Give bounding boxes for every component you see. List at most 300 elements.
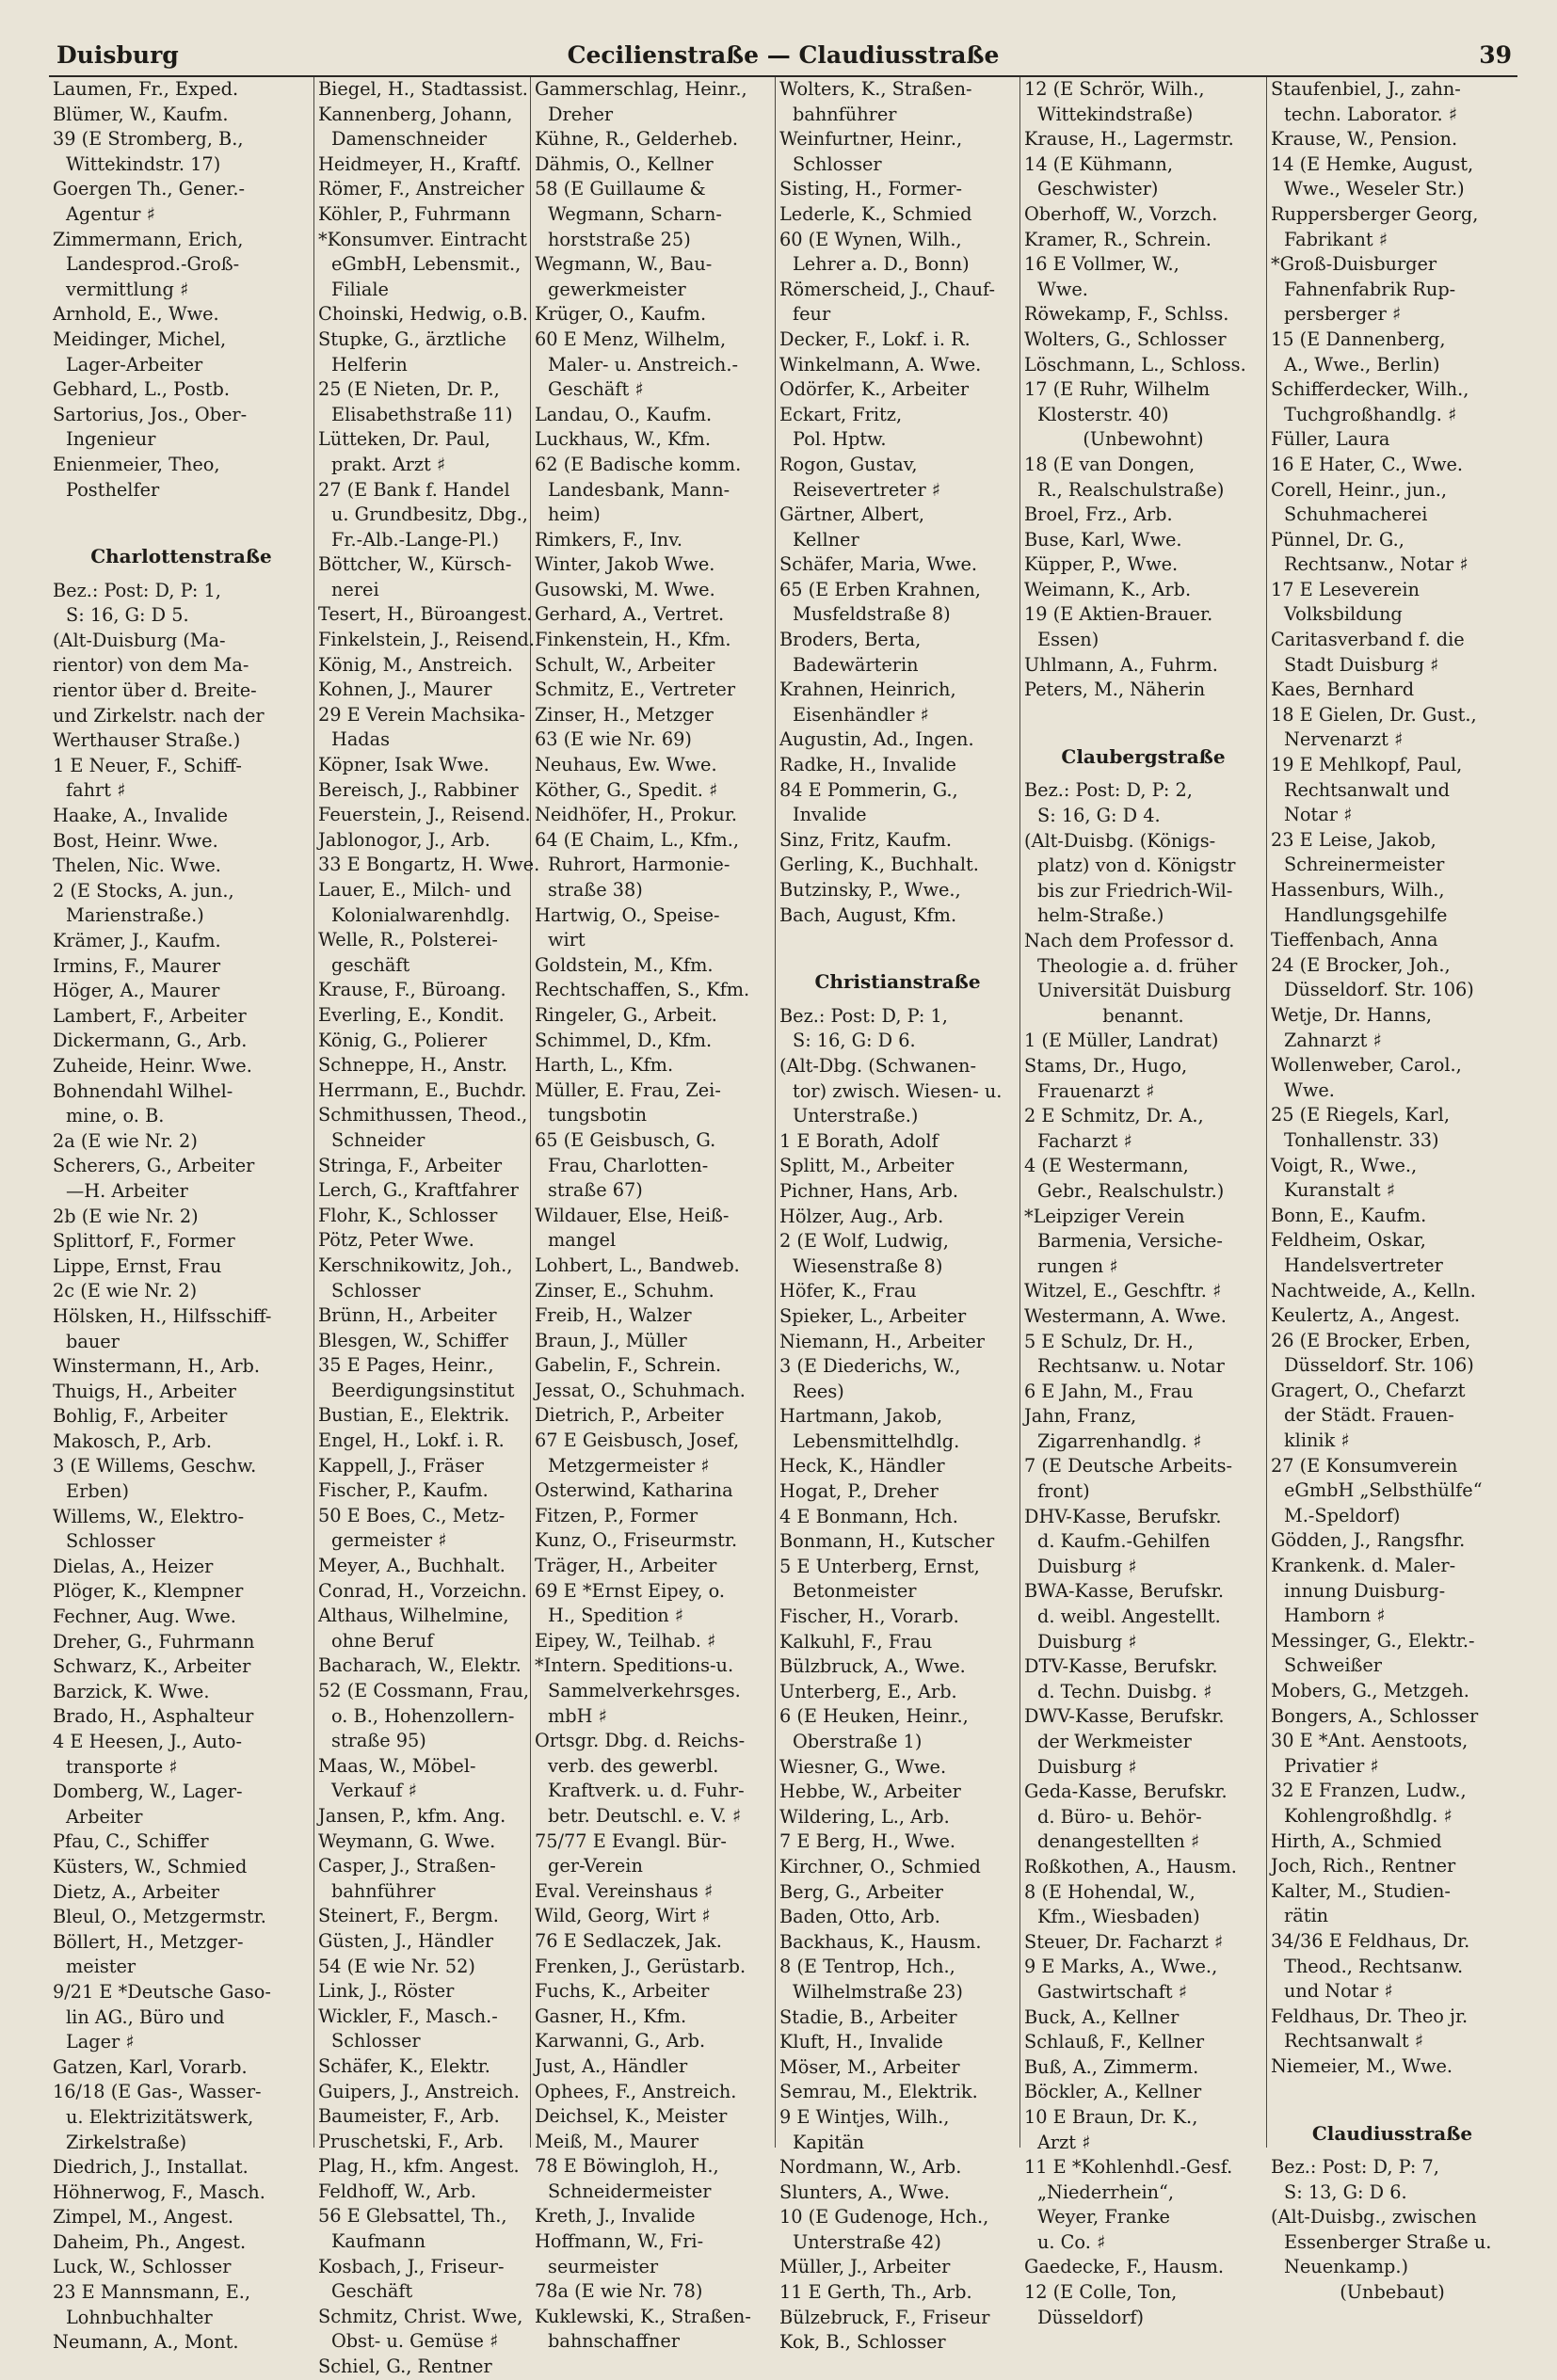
directory-entry: rientor über d. Breite-: [53, 679, 257, 702]
column-4: [776, 77, 1020, 2354]
directory-entry: Bach, August, Kfm.: [779, 903, 957, 926]
directory-entry: Frauenarzt ♯: [1037, 1079, 1155, 1102]
directory-entry: Hirth, A., Schmied: [1271, 1829, 1442, 1852]
directory-entry: Unterstraße 42): [793, 2230, 941, 2253]
directory-entry: mbH ♯: [548, 1704, 607, 1727]
directory-entry: Bost, Heinr. Wwe.: [53, 829, 218, 852]
spacer: [779, 928, 1016, 952]
directory-entry: DWV-Kasse, Berufskr.: [1024, 1705, 1225, 1728]
directory-entry: tor) zwisch. Wiesen- u.: [793, 1079, 1003, 1102]
street-heading: Christianstraße: [814, 970, 981, 994]
directory-entry: Klosterstr. 40): [1037, 403, 1169, 425]
directory-entry: Rechtsanwalt und: [1284, 778, 1450, 801]
directory-entry: Thelen, Nic. Wwe.: [53, 855, 221, 877]
directory-entry: Radke, H., Invalide: [779, 754, 956, 776]
directory-entry: Rechtsanwalt ♯: [1284, 2030, 1424, 2053]
directory-entry: Musfeldstraße 8): [793, 603, 951, 626]
directory-entry: König, G., Polierer: [318, 1029, 488, 1051]
directory-entry: Unterstraße.): [793, 1105, 919, 1127]
directory-entry: Beerdigungsinstitut: [331, 1379, 515, 1401]
directory-entry: Köpner, Isak Wwe.: [318, 754, 490, 776]
directory-entry: 2c (E wie Nr. 2): [53, 1280, 198, 1302]
directory-entry: Stadt Duisburg ♯: [1284, 653, 1439, 676]
directory-entry: Möser, M., Arbeiter: [779, 2055, 960, 2078]
directory-entry: mine, o. B.: [66, 1105, 165, 1127]
directory-entry: Splittorf, F., Former: [53, 1230, 235, 1253]
directory-entry: Caritasverband f. die: [1271, 629, 1465, 651]
directory-entry: (Unbebaut): [1340, 2281, 1445, 2304]
directory-entry: Geda-Kasse, Berufskr.: [1024, 1781, 1228, 1803]
directory-entry: Dähmis, O., Kellner: [535, 152, 714, 175]
directory-entry: Schlosser: [793, 152, 882, 175]
directory-entry: H., Spedition ♯: [548, 1605, 684, 1627]
directory-entry: Meyer, A., Buchhalt.: [318, 1555, 506, 1577]
directory-entry: Kannenberg, Johann,: [318, 103, 513, 125]
directory-entry: Dickermann, G., Arb.: [53, 1030, 248, 1052]
directory-entry: Schuhmacherei: [1284, 503, 1428, 526]
directory-entry: Just, A., Händler: [535, 2054, 688, 2077]
directory-entry: Krüger, O., Kaufm.: [535, 303, 707, 326]
directory-entry: Bez.: Post: D, P: 1,: [779, 1004, 948, 1027]
directory-entry: Bohnendahl Wilhel-: [53, 1079, 233, 1102]
directory-entry: Eckart, Fritz,: [779, 403, 903, 425]
directory-entry: Schäfer, K., Elektr.: [318, 2054, 490, 2077]
directory-entry: 76 E Sedlaczek, Jak.: [535, 1929, 722, 1952]
directory-entry: Semrau, M., Elektrik.: [779, 2081, 978, 2103]
directory-entry: benannt.: [1102, 1004, 1184, 1027]
directory-entry: Kuranstalt ♯: [1284, 1179, 1396, 1202]
directory-entry: Güsten, J., Händler: [318, 1929, 494, 1952]
directory-entry: bauer: [66, 1330, 120, 1352]
directory-entry: heim): [548, 503, 601, 526]
directory-entry: Küpper, P., Wwe.: [1024, 553, 1179, 576]
directory-entry: 54 (E wie Nr. 52): [318, 1955, 475, 1977]
directory-entry: Verkauf ♯: [331, 1780, 417, 1802]
directory-entry: 34/36 E Feldhaus, Dr.: [1271, 1929, 1470, 1952]
directory-entry: 2 (E Stocks, A. jun.,: [53, 879, 234, 902]
directory-entry: Landau, O., Kaufm.: [535, 403, 713, 425]
street-heading: Charlottenstraße: [90, 545, 272, 568]
directory-entry: Schneppe, H., Anstr.: [318, 1054, 508, 1077]
directory-entry: Krämer, J., Kaufm.: [53, 930, 221, 951]
directory-entry: Filiale: [331, 278, 389, 300]
directory-entry: Lohbert, L., Bandweb.: [535, 1254, 740, 1276]
directory-entry: Kohnen, J., Maurer: [318, 679, 492, 701]
directory-entry: Geschäft: [331, 2280, 413, 2303]
directory-entry: Rechtschaffen, S., Kfm.: [535, 979, 750, 1001]
directory-entry: Peters, M., Näherin: [1024, 679, 1206, 701]
directory-entry: Makosch, P., Arb.: [53, 1430, 212, 1452]
directory-entry: 69 E *Ernst Eipey, o.: [535, 1579, 725, 1602]
directory-entry: DTV-Kasse, Berufskr.: [1024, 1655, 1218, 1678]
directory-entry: Meidinger, Michel,: [53, 327, 227, 350]
directory-entry: Kapitän: [793, 2131, 865, 2153]
directory-entry: platz) von d. Königstr: [1037, 855, 1236, 877]
directory-entry: 12 (E Colle, Ton,: [1024, 2281, 1178, 2304]
directory-entry: Kühne, R., Gelderheb.: [535, 128, 739, 151]
directory-entry: 56 E Glebsattel, Th.,: [318, 2205, 507, 2228]
directory-entry: Hamborn ♯: [1284, 1605, 1386, 1627]
directory-entry: Zimpel, M., Angest.: [53, 2206, 234, 2228]
directory-entry: Schlauß, F., Kellner: [1024, 2031, 1205, 2053]
directory-entry: Löschmann, L., Schloss.: [1024, 353, 1246, 375]
directory-entry: Frenken, J., Gerüstarb.: [535, 1955, 746, 1977]
directory-entry: Fitzen, P., Former: [535, 1504, 698, 1526]
directory-entry: Duisburg ♯: [1037, 1630, 1137, 1653]
directory-entry: Braun, J., Müller: [535, 1329, 687, 1351]
directory-entry: Stringa, F., Arbeiter: [318, 1154, 503, 1176]
directory-entry: Lütteken, Dr. Paul,: [318, 428, 491, 451]
directory-entry: Deichsel, K., Meister: [535, 2105, 728, 2128]
directory-entry: 4 (E Westermann,: [1024, 1155, 1189, 1177]
directory-entry: Ruppersberger Georg,: [1271, 202, 1479, 225]
directory-entry: Agentur ♯: [66, 202, 155, 225]
directory-entry: straße 67): [548, 1179, 643, 1202]
directory-entry: 32 E Franzen, Ludw.,: [1271, 1780, 1467, 1802]
directory-entry: Weyer, Franke: [1037, 2206, 1170, 2228]
directory-entry: M.-Speldorf): [1284, 1504, 1401, 1526]
directory-entry: Bonmann, H., Kutscher: [779, 1530, 995, 1553]
directory-entry: klinik ♯: [1284, 1430, 1350, 1452]
directory-entry: Geschwister): [1037, 178, 1159, 200]
directory-entry: 7 (E Deutsche Arbeits-: [1024, 1455, 1233, 1478]
directory-entry: Pötz, Peter Wwe.: [318, 1229, 474, 1252]
directory-entry: Rogon, Gustav,: [779, 453, 918, 475]
directory-entry: Invalide: [793, 804, 867, 826]
directory-entry: Uhlmann, A., Fuhrm.: [1024, 653, 1218, 676]
directory-entry: verb. des gewerbl.: [548, 1754, 719, 1777]
directory-entry: Oberhoff, W., Vorzch.: [1024, 202, 1218, 225]
directory-entry: Theologie a. d. früher: [1037, 954, 1238, 977]
directory-entry: Niemann, H., Arbeiter: [779, 1330, 985, 1352]
directory-entry: Gabelin, F., Schrein.: [535, 1354, 722, 1377]
directory-entry: Wwe., Weseler Str.): [1284, 178, 1465, 200]
directory-entry: Wickler, F., Masch.-: [318, 2005, 498, 2027]
directory-entry: Ringeler, G., Arbeit.: [535, 1003, 717, 1026]
directory-entry: Küsters, W., Schmied: [53, 1855, 248, 1877]
directory-entry: Ophees, F., Anstreich.: [535, 2080, 737, 2102]
directory-entry: Pünnel, Dr. G.,: [1271, 528, 1405, 551]
directory-entry: Kirchner, O., Schmied: [779, 1855, 981, 1877]
directory-entry: 65 (E Geisbusch, G.: [535, 1128, 716, 1151]
directory-entry: Bongers, A., Schlosser: [1271, 1704, 1479, 1727]
directory-entry: Düsseldorf): [1037, 2306, 1145, 2328]
directory-entry: persberger ♯: [1284, 303, 1402, 326]
directory-entry: Kuklewski, K., Straßen-: [535, 2305, 751, 2327]
directory-entry: Flohr, K., Schlosser: [318, 1204, 498, 1226]
directory-entry: Neuhaus, Ew. Wwe.: [535, 754, 717, 776]
directory-entry: 10 (E Gudenoge, Hch.,: [779, 2206, 989, 2228]
directory-entry: Irmins, F., Maurer: [53, 954, 221, 977]
directory-entry: 4 E Bonmann, Hch.: [779, 1505, 958, 1527]
directory-entry: betr. Deutschl. e. V. ♯: [548, 1804, 742, 1827]
column-1: [49, 77, 314, 2354]
directory-entry: Niemeier, M., Wwe.: [1271, 2054, 1453, 2077]
directory-entry: Bohlig, F., Arbeiter: [53, 1405, 228, 1428]
directory-entry: Bereisch, J., Rabbiner: [318, 778, 519, 801]
directory-entry: tungsbotin: [548, 1104, 648, 1126]
directory-entry: Ortsgr. Dbg. d. Reichs-: [535, 1730, 746, 1752]
directory-entry: Stadie, B., Arbeiter: [779, 2005, 957, 2028]
directory-entry: germeister ♯: [331, 1529, 447, 1552]
directory-entry: Nachtweide, A., Kelln.: [1271, 1279, 1476, 1302]
directory-entry: Sartorius, Jos., Ober-: [53, 403, 248, 425]
directory-entry: 9/21 E *Deutsche Gaso-: [53, 1980, 271, 2003]
directory-entry: mangel: [548, 1229, 617, 1252]
directory-entry: u. Elektrizitätswerk,: [66, 2105, 254, 2128]
directory-entry: Finkelstein, J., Reisend.: [318, 629, 536, 651]
directory-entry: Schlosser: [66, 1530, 155, 1553]
directory-entry: Bonn, E., Kaufm.: [1271, 1204, 1427, 1226]
directory-entry: 75/77 E Evangl. Bür-: [535, 1829, 727, 1852]
spacer: [1024, 703, 1262, 727]
directory-entry: Winstermann, H., Arb.: [53, 1355, 261, 1378]
directory-entry: Stupke, G., ärztliche: [318, 327, 506, 350]
directory-entry: 52 (E Cossmann, Frau,: [318, 1680, 530, 1701]
directory-entry: Träger, H., Arbeiter: [535, 1555, 717, 1577]
directory-entry: Römerscheid, J., Chauf-: [779, 278, 995, 300]
page-header: [49, 36, 1517, 77]
directory-entry: Mobers, G., Metzgeh.: [1271, 1680, 1469, 1701]
directory-entry: Engel, H., Lokf. i. R.: [318, 1430, 505, 1452]
directory-entry: Hoffmann, W., Fri-: [535, 2230, 704, 2253]
directory-entry: seurmeister: [548, 2255, 659, 2277]
directory-entry: Goldstein, M., Kfm.: [535, 953, 714, 976]
directory-entry: Weinfurtner, Heinr.,: [779, 128, 963, 151]
directory-entry: 3 (E Diederichs, W.,: [779, 1355, 961, 1378]
directory-entry: Tesert, H., Büroangest.: [318, 603, 533, 626]
directory-entry: und Notar ♯: [1284, 1980, 1393, 2003]
directory-entry: d. Kaufm.-Gehilfen: [1037, 1530, 1211, 1553]
directory-entry: Römer, F., Anstreicher: [318, 178, 524, 200]
directory-entry: 60 (E Wynen, Wilh.,: [779, 228, 962, 250]
directory-entry: Osterwind, Katharina: [535, 1479, 733, 1502]
directory-entry: eGmbH „Selbsthülfe“: [1284, 1479, 1483, 1502]
directory-entry: 62 (E Badische komm.: [535, 453, 742, 475]
directory-entry: Badewärterin: [793, 653, 919, 676]
directory-entry: Diedrich, J., Installat.: [53, 2156, 249, 2179]
directory-entry: 23 E Leise, Jakob,: [1271, 828, 1437, 851]
directory-entry: 9 E Wintjes, Wilh.,: [779, 2105, 950, 2128]
header-city: Duisburg: [56, 41, 179, 69]
directory-entry: Schneider: [331, 1128, 425, 1151]
directory-entry: S: 16, G: D 4.: [1037, 805, 1161, 827]
directory-entry: Fechner, Aug. Wwe.: [53, 1605, 236, 1628]
directory-entry: Enienmeier, Theo,: [53, 453, 220, 475]
directory-entry: Heck, K., Händler: [779, 1455, 945, 1478]
directory-entry: A., Wwe., Berlin): [1284, 353, 1440, 375]
directory-entry: Barmenia, Versiche-: [1037, 1230, 1223, 1253]
directory-entry: Gebr., Realschulstr.): [1037, 1179, 1225, 1202]
directory-entry: S: 16, G: D 6.: [793, 1030, 916, 1052]
directory-entry: Kalter, M., Studien-: [1271, 1879, 1451, 1902]
directory-entry: Everling, E., Kondit.: [318, 1003, 505, 1026]
directory-entry: 11 E Gerth, Th., Arb.: [779, 2281, 972, 2304]
directory-entry: Kappell, J., Fräser: [318, 1454, 484, 1477]
directory-entry: Wolters, G., Schlosser: [1024, 327, 1227, 350]
directory-entry: Essen): [1037, 629, 1100, 651]
directory-entry: Althaus, Wilhelmine,: [318, 1605, 509, 1627]
directory-entry: Blesgen, W., Schiffer: [318, 1329, 508, 1351]
directory-entry: bahnschaffner: [548, 2330, 681, 2353]
directory-entry: und Zirkelstr. nach der: [53, 704, 265, 727]
directory-entry: Feldhaus, Dr. Theo jr.: [1271, 2005, 1469, 2027]
directory-entry: 58 (E Guillaume &: [535, 178, 706, 200]
directory-entry: Schmithussen, Theod.,: [318, 1104, 528, 1126]
directory-entry: Tonhallenstr. 33): [1284, 1128, 1439, 1151]
directory-entry: Landesbank, Mann-: [548, 478, 730, 501]
directory-entry: Oberstraße 1): [793, 1731, 923, 1752]
directory-entry: Domberg, W., Lager-: [53, 1781, 243, 1803]
directory-entry: 65 (E Erben Krahnen,: [779, 578, 981, 600]
directory-entry: Duisburg ♯: [1037, 1755, 1137, 1778]
directory-entry: feur: [793, 303, 831, 326]
directory-entry: Universität Duisburg: [1037, 980, 1231, 1002]
directory-entry: bis zur Friedrich-Wil-: [1037, 879, 1233, 902]
directory-entry: Gasner, H., Kfm.: [535, 2005, 687, 2027]
directory-entry: der Städt. Frauen-: [1284, 1404, 1454, 1427]
directory-entry: Schlosser: [331, 2030, 421, 2053]
directory-entry: Müller, E. Frau, Zei-: [535, 1078, 721, 1101]
directory-entry: Tuchgroßhandlg. ♯: [1284, 403, 1457, 425]
directory-entry: Wegmann, W., Bau-: [535, 253, 713, 276]
directory-entry: Schmitz, Christ. Wwe,: [318, 2305, 523, 2327]
directory-entry: Staufenbiel, J., zahn-: [1271, 78, 1461, 100]
directory-entry: Link, J., Röster: [318, 1980, 455, 2003]
directory-entry: Bülzbruck, A., Wwe.: [779, 1655, 966, 1678]
directory-entry: Neumann, A., Mont.: [53, 2331, 239, 2354]
directory-entry: 18 (E van Dongen,: [1024, 453, 1196, 475]
directory-entry: Lohnbuchhalter: [66, 2306, 213, 2328]
directory-entry: Wild, Georg, Wirt ♯: [535, 1905, 711, 1927]
directory-entry: ger-Verein: [548, 1855, 643, 1877]
directory-entry: Unterberg, E., Arb.: [779, 1680, 957, 1702]
directory-entry: Eisenhändler ♯: [793, 703, 929, 726]
directory-entry: Blümer, W., Kaufm.: [53, 103, 229, 125]
directory-entry: Lauer, E., Milch- und: [318, 879, 512, 901]
directory-entry: Schreinermeister: [1284, 854, 1445, 876]
directory-entry: horststraße 25): [548, 228, 691, 250]
directory-entry: Kok, B., Schlosser: [779, 2331, 946, 2354]
directory-entry: Plag, H., kfm. Angest.: [318, 2155, 520, 2178]
directory-entry: 19 (E Aktien-Brauer.: [1024, 603, 1213, 626]
directory-entry: Broders, Berta,: [779, 629, 922, 651]
directory-entry: Wittekindstr. 17): [66, 152, 221, 175]
directory-entry: Lager-Arbeiter: [66, 353, 203, 375]
directory-entry: Lerch, G., Kraftfahrer: [318, 1179, 519, 1202]
directory-entry: denangestellten ♯: [1037, 1830, 1200, 1853]
directory-entry: 14 (E Kühmann,: [1024, 152, 1173, 175]
directory-entry: Broel, Frz., Arb.: [1024, 503, 1173, 526]
directory-entry: Jessat, O., Schuhmach.: [535, 1379, 746, 1401]
directory-entry: Rees): [793, 1380, 844, 1402]
directory-entry: d. weibl. Angestellt.: [1037, 1605, 1221, 1628]
directory-entry: Schimmel, D., Kfm.: [535, 1029, 713, 1051]
directory-entry: Arzt ♯: [1037, 2131, 1091, 2153]
directory-entry: Fuchs, K., Arbeiter: [535, 1980, 710, 2003]
directory-entry: Gastwirtschaft ♯: [1037, 1980, 1188, 2003]
page-number: 39: [1479, 41, 1512, 69]
directory-entry: 3 (E Willems, Geschw.: [53, 1455, 257, 1478]
directory-entry: Reisevertreter ♯: [793, 478, 941, 501]
directory-entry: Biegel, H., Stadtassist.: [318, 78, 528, 100]
directory-entry: Köther, G., Spedit. ♯: [535, 778, 718, 801]
directory-entry: Fr.-Alb.-Lange-Pl.): [331, 528, 499, 551]
directory-entry: Frau, Charlotten-: [548, 1154, 709, 1176]
directory-entry: Wetje, Dr. Hanns,: [1271, 1003, 1433, 1026]
directory-entry: 64 (E Chaim, L., Kfm.,: [535, 828, 740, 851]
directory-entry: Füller, Laura: [1271, 428, 1390, 451]
directory-entry: Butzinsky, P., Wwe.,: [779, 879, 961, 901]
directory-entry: Krause, F., Büroang.: [318, 979, 506, 1001]
column-2: [314, 77, 540, 2378]
directory-entry: transporte ♯: [66, 1755, 178, 1778]
directory-entry: Schäfer, Maria, Wwe.: [779, 553, 978, 576]
directory-entry: gewerkmeister: [548, 278, 686, 300]
directory-entry: Goergen Th., Gener.-: [53, 178, 245, 200]
directory-entry: Odörfer, K., Arbeiter: [779, 378, 970, 401]
directory-entry: König, M., Anstreich.: [318, 653, 513, 676]
directory-entry: 6 (E Heuken, Heinr.,: [779, 1705, 969, 1728]
directory-entry: Slunters, A., Wwe.: [779, 2180, 950, 2203]
directory-entry: Dreher: [548, 103, 614, 125]
directory-entry: Nach dem Professor d.: [1024, 930, 1235, 951]
directory-entry: (Alt-Duisbg. (Königs-: [1024, 829, 1216, 852]
directory-entry: 18 E Gielen, Dr. Gust.,: [1271, 703, 1477, 726]
directory-entry: 17 E Leseverein: [1271, 578, 1420, 600]
directory-entry: 4 E Heesen, J., Auto-: [53, 1731, 243, 1752]
directory-entry: Helferin: [331, 353, 408, 375]
directory-entry: Rimkers, F., Inv.: [535, 528, 682, 551]
directory-entry: 11 E *Kohlenhdl.-Gesf.: [1024, 2156, 1233, 2179]
directory-entry: Zahnarzt ♯: [1284, 1029, 1382, 1051]
directory-entry: Augustin, Ad., Ingen.: [779, 728, 974, 751]
directory-entry: 30 E *Ant. Aenstoots,: [1271, 1730, 1469, 1752]
directory-entry: Wittekindstraße): [1037, 103, 1194, 125]
directory-entry: Düsseldorf. Str. 106): [1284, 979, 1474, 1001]
directory-entry: Marienstraße.): [66, 904, 204, 927]
directory-entry: 6 E Jahn, M., Frau: [1024, 1380, 1194, 1402]
directory-entry: 27 (E Bank f. Handel: [318, 478, 510, 501]
directory-entry: Jahn, Franz,: [1024, 1405, 1137, 1428]
directory-entry: techn. Laborator. ♯: [1284, 103, 1458, 125]
directory-entry: 27 (E Konsumverein: [1271, 1454, 1458, 1477]
directory-entry: Böttcher, W., Kürsch-: [318, 553, 512, 576]
directory-entry: Notar ♯: [1284, 804, 1353, 826]
directory-entry: Baumeister, F., Arb.: [318, 2105, 500, 2128]
directory-entry: Sinz, Fritz, Kaufm.: [779, 828, 953, 851]
directory-entry: Hadas: [331, 728, 391, 751]
directory-entry: Handlungsgehilfe: [1284, 903, 1448, 926]
directory-entry: Volksbildung: [1284, 603, 1403, 626]
directory-entry: Schiel, G., Rentner: [318, 2356, 492, 2378]
directory-entry: u. Co. ♯: [1037, 2230, 1106, 2253]
directory-entry: Feldhoff, W., Arb.: [318, 2180, 476, 2202]
directory-entry: 60 E Menz, Wilhelm,: [535, 327, 727, 350]
directory-entry: Damenschneider: [331, 128, 488, 151]
directory-entry: (Alt-Duisburg (Ma-: [53, 629, 226, 651]
directory-entry: Splitt, M., Arbeiter: [779, 1155, 955, 1177]
directory-entry: d. Techn. Duisbg. ♯: [1037, 1680, 1212, 1702]
directory-entry: lin AG., Büro und: [66, 2005, 225, 2028]
directory-entry: 25 (E Riegels, Karl,: [1271, 1104, 1450, 1126]
directory-entry: Berg, G., Arbeiter: [779, 1880, 943, 1903]
directory-entry: Kfm., Wiesbaden): [1037, 1906, 1200, 1928]
directory-entry: 78 E Böwingloh, H.,: [535, 2155, 719, 2178]
directory-entry: Nordmann, W., Arb.: [779, 2156, 962, 2179]
directory-entry: Facharzt ♯: [1037, 1129, 1132, 1152]
directory-entry: 7 E Berg, H., Wwe.: [779, 1830, 956, 1853]
